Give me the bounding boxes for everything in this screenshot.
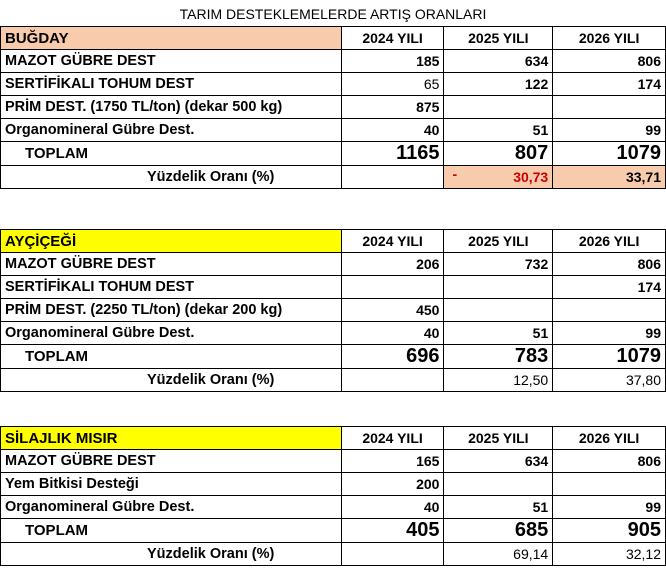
cell-2026[interactable] — [553, 299, 666, 322]
aycicegi-table — [0, 229, 666, 392]
table-row — [1, 496, 666, 519]
total-2025[interactable]: 807 — [444, 142, 553, 166]
total-2026[interactable]: 1079 — [553, 345, 666, 369]
row-label[interactable]: PRİM DEST. (2250 TL/ton) (dekar 200 kg) — [1, 299, 342, 322]
table-row — [1, 299, 666, 322]
percent-2025[interactable]: 69,14 — [444, 543, 553, 566]
silajlik-total-row — [1, 519, 666, 543]
row-label[interactable]: Organomineral Gübre Dest. — [1, 496, 342, 519]
total-2025[interactable]: 783 — [444, 345, 553, 369]
bugday-table — [0, 26, 666, 189]
cell-2025[interactable]: 732 — [444, 253, 553, 276]
cell-2024[interactable]: 40 — [341, 119, 444, 142]
cell-2024[interactable]: 450 — [341, 299, 444, 322]
cell-2026[interactable]: 99 — [553, 119, 666, 142]
cell-2024[interactable]: 40 — [341, 322, 444, 345]
row-label[interactable]: PRİM DEST. (1750 TL/ton) (dekar 500 kg) — [1, 96, 342, 119]
percent-2024[interactable] — [341, 369, 444, 392]
cell-2025[interactable] — [444, 96, 553, 119]
silajlik-year-2024[interactable]: 2024 YILI — [341, 427, 444, 450]
total-label[interactable]: TOPLAM — [1, 345, 342, 369]
aycicegi-section-title[interactable]: AYÇİÇEĞİ — [1, 230, 342, 253]
cell-2025[interactable] — [444, 276, 553, 299]
percent-2026[interactable]: 32,12 — [553, 543, 666, 566]
cell-2024[interactable]: 875 — [341, 96, 444, 119]
table-row — [1, 119, 666, 142]
cell-2026[interactable] — [553, 473, 666, 496]
total-label[interactable]: TOPLAM — [1, 142, 342, 166]
cell-2025[interactable]: 122 — [444, 73, 553, 96]
cell-2025[interactable] — [444, 299, 553, 322]
silajlik-header-row — [1, 427, 666, 450]
percent-2025[interactable]: 12,50 — [444, 369, 553, 392]
cell-2026[interactable]: 806 — [553, 253, 666, 276]
total-2026[interactable]: 1079 — [553, 142, 666, 166]
silajlik-percent-row — [1, 543, 666, 566]
row-label[interactable]: MAZOT GÜBRE DEST — [1, 253, 342, 276]
silajlik-table — [0, 426, 666, 566]
negative-sign: - — [452, 166, 458, 182]
aycicegi-year-2026[interactable]: 2026 YILI — [553, 230, 666, 253]
table-row — [1, 473, 666, 496]
cell-2024[interactable]: 185 — [341, 50, 444, 73]
row-label[interactable]: Yem Bitkisi Desteği — [1, 473, 342, 496]
cell-2024[interactable]: 200 — [341, 473, 444, 496]
aycicegi-header-row — [1, 230, 666, 253]
percent-2024[interactable] — [341, 543, 444, 566]
bugday-year-2025[interactable]: 2025 YILI — [444, 27, 553, 50]
cell-2026[interactable]: 99 — [553, 496, 666, 519]
cell-2026[interactable]: 174 — [553, 276, 666, 299]
row-label[interactable]: Organomineral Gübre Dest. — [1, 119, 342, 142]
cell-2025[interactable] — [444, 473, 553, 496]
percent-2025[interactable] — [444, 166, 553, 189]
percent-label[interactable]: Yüzdelik Oranı (%) — [1, 543, 342, 566]
bugday-total-row — [1, 142, 666, 166]
total-2024[interactable]: 405 — [341, 519, 444, 543]
percent-label[interactable]: Yüzdelik Oranı (%) — [1, 369, 342, 392]
table-row — [1, 276, 666, 299]
silajlik-section-title[interactable]: SİLAJLIK MISIR — [1, 427, 342, 450]
row-label[interactable]: SERTİFİKALI TOHUM DEST — [1, 276, 342, 299]
aycicegi-total-row — [1, 345, 666, 369]
cell-2024[interactable]: 40 — [341, 496, 444, 519]
bugday-section-title[interactable]: BUĞDAY — [1, 27, 342, 50]
cell-2024[interactable] — [341, 276, 444, 299]
silajlik-year-2026[interactable]: 2026 YILI — [553, 427, 666, 450]
cell-2026[interactable]: 806 — [553, 450, 666, 473]
bugday-year-2024[interactable]: 2024 YILI — [341, 27, 444, 50]
aycicegi-year-2025[interactable]: 2025 YILI — [444, 230, 553, 253]
table-row — [1, 50, 666, 73]
sheet-title: TARIM DESTEKLEMELERDE ARTIŞ ORANLARI — [179, 6, 487, 22]
cell-2025[interactable]: 51 — [444, 496, 553, 519]
total-2026[interactable]: 905 — [553, 519, 666, 543]
row-label[interactable]: MAZOT GÜBRE DEST — [1, 450, 342, 473]
table-row — [1, 322, 666, 345]
total-2024[interactable]: 1165 — [341, 142, 444, 166]
bugday-year-2026[interactable]: 2026 YILI — [553, 27, 666, 50]
percent-2026[interactable]: 37,80 — [553, 369, 666, 392]
percent-label[interactable]: Yüzdelik Oranı (%) — [1, 166, 342, 189]
percent-2026[interactable]: 33,71 — [553, 166, 666, 189]
row-label[interactable]: MAZOT GÜBRE DEST — [1, 50, 342, 73]
row-label[interactable]: SERTİFİKALI TOHUM DEST — [1, 73, 342, 96]
total-2024[interactable]: 696 — [341, 345, 444, 369]
cell-2026[interactable] — [553, 96, 666, 119]
cell-2024[interactable]: 65 — [341, 73, 444, 96]
row-label[interactable]: Organomineral Gübre Dest. — [1, 322, 342, 345]
total-2025[interactable]: 685 — [444, 519, 553, 543]
cell-2024[interactable]: 165 — [341, 450, 444, 473]
cell-2026[interactable]: 806 — [553, 50, 666, 73]
aycicegi-percent-row — [1, 369, 666, 392]
section-gap — [0, 404, 666, 428]
table-row — [1, 450, 666, 473]
total-label[interactable]: TOPLAM — [1, 519, 342, 543]
silajlik-year-2025[interactable]: 2025 YILI — [444, 427, 553, 450]
cell-2025[interactable]: 634 — [444, 450, 553, 473]
table-row — [1, 96, 666, 119]
table-row — [1, 73, 666, 96]
percent-2024[interactable] — [341, 166, 444, 189]
bugday-header-row — [1, 27, 666, 50]
cell-2024[interactable]: 206 — [341, 253, 444, 276]
cell-2025[interactable]: 51 — [444, 322, 553, 345]
percent-2025-value: 30,73 — [513, 169, 549, 185]
section-gap — [0, 205, 666, 229]
cell-2025[interactable]: 51 — [444, 119, 553, 142]
bugday-percent-row — [1, 166, 666, 189]
cell-2026[interactable]: 174 — [553, 73, 666, 96]
cell-2025[interactable]: 634 — [444, 50, 553, 73]
aycicegi-year-2024[interactable]: 2024 YILI — [341, 230, 444, 253]
cell-2026[interactable]: 99 — [553, 322, 666, 345]
table-row — [1, 253, 666, 276]
